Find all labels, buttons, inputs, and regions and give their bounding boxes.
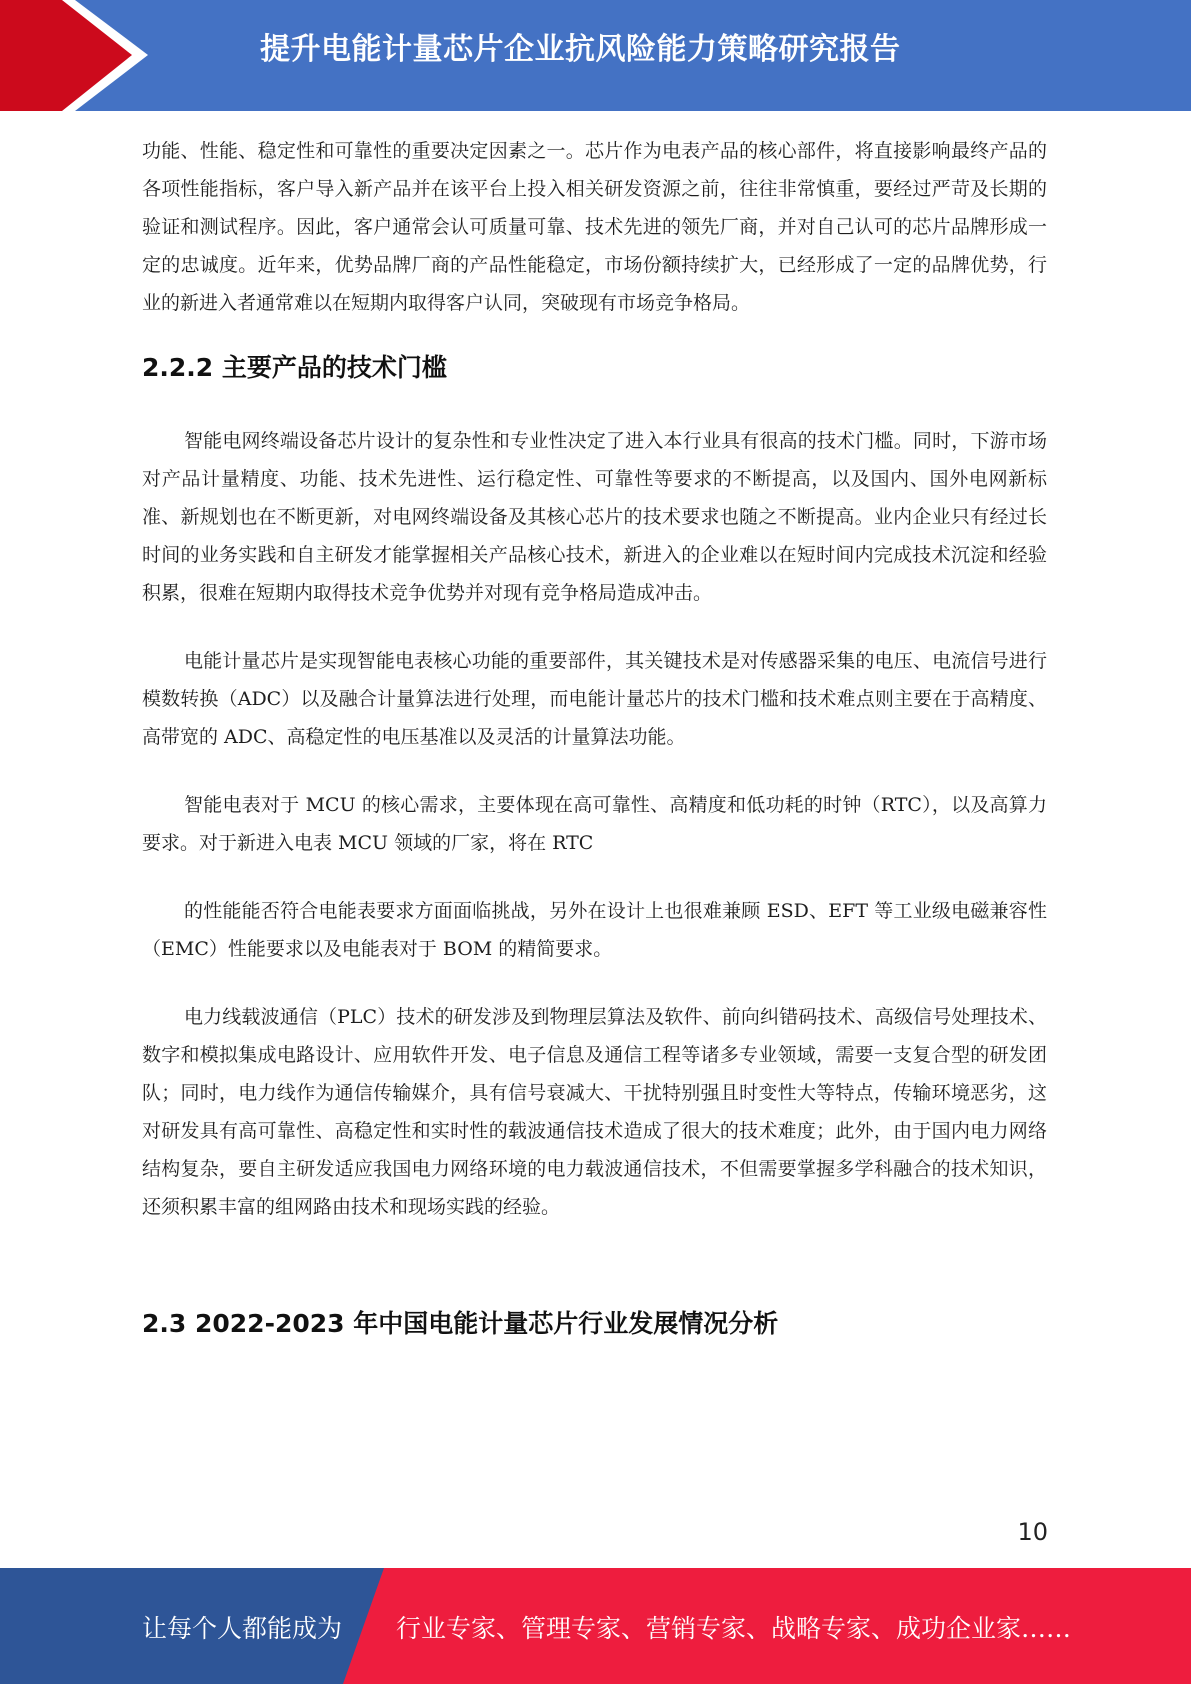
body-paragraph: 电能计量芯片是实现智能电表核心功能的重要部件，其关键技术是对传感器采集的电压、电流信号进行模数转换（ADC）以及融合计量算法进行处理，而电能计量芯片的技术门槛和技术难点则主要在于高精度、高带宽的 ADC、高稳定性的电压基准以及灵活的计量算法功能。 [142, 650, 1047, 748]
section-heading: 2.3 2022-2023 年中国电能计量芯片行业发展情况分析 [142, 1309, 779, 1338]
page-footer [0, 1568, 1191, 1684]
footer-slogan-left: 让每个人都能成为 [142, 1614, 343, 1643]
page-body [142, 132, 1047, 1342]
body-paragraph: 电力线载波通信（PLC）技术的研发涉及到物理层算法及软件、前向纠错码技术、高级信号处理技术、数字和模拟集成电路设计、应用软件开发、电子信息及通信工程等诸多专业领域，需要一支复合型的研发团队；同时，电力线作为通信传输媒介，具有信号衰减大、干扰特别强且时变性大等特点，传输环境恶劣，这对研发具有高可靠性、高稳定性和实时性的载波通信技术造成了很大的技术难度；此外，由于国内电力网络结构复杂，要自主研发适应我国电力网络环境的电力载波通信技术，不但需要掌握多学科融合的技术知识，还须积累丰富的组网路由技术和现场实践的经验。 [142, 1006, 1047, 1218]
body-paragraph: 智能电网终端设备芯片设计的复杂性和专业性决定了进入本行业具有很高的技术门槛。同时，下游市场对产品计量精度、功能、技术先进性、运行稳定性、可靠性等要求的不断提高，以及国内、国外电网新标准、新规划也在不断更新，对电网终端设备及其核心芯片的技术要求也随之不断提高。业内企业只有经过长时间的业务实践和自主研发才能掌握相关产品核心技术，新进入的企业难以在短时间内完成技术沉淀和经验积累，很难在短期内取得技术竞争优势并对现有竞争格局造成冲击。 [142, 430, 1047, 604]
footer-slogan-right: 行业专家、管理专家、营销专家、战略专家、成功企业家…… [396, 1614, 1072, 1643]
report-title: 提升电能计量芯片企业抗风险能力策略研究报告 [260, 32, 901, 67]
body-paragraph: 的性能能否符合电能表要求方面面临挑战，另外在设计上也很难兼顾 ESD、EFT 等工业级电磁兼容性（EMC）性能要求以及电能表对于 BOM 的精简要求。 [142, 900, 1047, 960]
page-header [0, 0, 1191, 111]
body-paragraph: 功能、性能、稳定性和可靠性的重要决定因素之一。芯片作为电表产品的核心部件，将直接影响最终产品的各项性能指标，客户导入新产品并在该平台上投入相关研发资源之前，往往非常慎重，要经过严苛及长期的验证和测试程序。因此，客户通常会认可质量可靠、技术先进的领先厂商，并对自己认可的芯片品牌形成一定的忠诚度。近年来，优势品牌厂商的产品性能稳定，市场份额持续扩大，已经形成了一定的品牌优势，行业的新进入者通常难以在短期内取得客户认同，突破现有市场竞争格局。 [142, 140, 1047, 314]
body-paragraph: 智能电表对于 MCU 的核心需求，主要体现在高可靠性、高精度和低功耗的时钟（RTC），以及高算力要求。对于新进入电表 MCU 领域的厂家，将在 RTC [142, 794, 1047, 854]
header-chevron-decoration [0, 0, 160, 111]
section-heading: 2.2.2 主要产品的技术门槛 [142, 353, 447, 382]
page-number: 10 [1017, 1518, 1048, 1546]
